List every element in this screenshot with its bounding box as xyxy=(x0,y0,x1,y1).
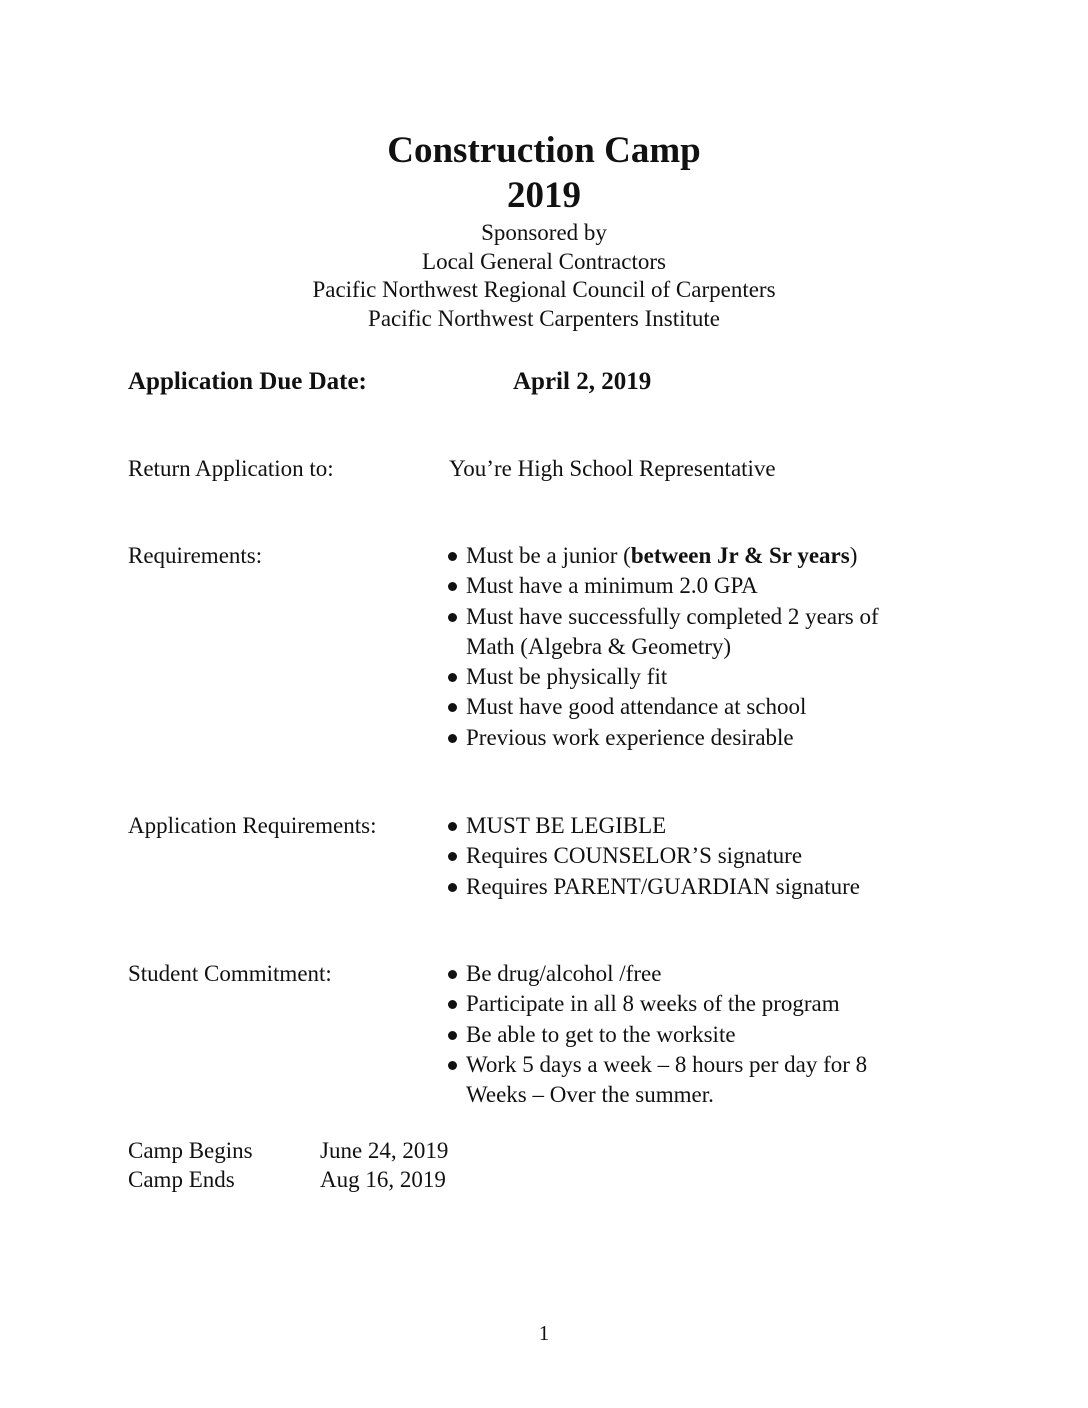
list-item-text: Must have successfully completed 2 years of Math (Algebra & Geometry) xyxy=(466,603,879,659)
list-item-emphasis: between Jr & Sr years xyxy=(630,543,850,568)
sponsor-item: Pacific Northwest Regional Council of Carpenters xyxy=(312,277,776,302)
list-item-text: Participate in all 8 weeks of the program xyxy=(466,991,840,1017)
list-item xyxy=(442,811,922,841)
list-item xyxy=(442,959,922,989)
sponsored-by-label: Sponsored by xyxy=(481,220,607,245)
bullet-icon xyxy=(448,703,457,712)
list-item-text: Must be physically fit xyxy=(466,664,668,690)
list-item-text: Requires COUNSELOR’S signature xyxy=(466,843,803,869)
return-application-label: Return Application to: xyxy=(128,456,334,481)
sponsor-block xyxy=(0,219,1088,333)
bullet-icon xyxy=(448,673,457,682)
list-item-text: Must have a minimum 2.0 GPA xyxy=(466,573,758,599)
list-item xyxy=(442,571,922,601)
list-item-text: Previous work experience desirable xyxy=(466,724,794,750)
list-item-text: MUST BE LEGIBLE xyxy=(466,813,667,838)
student-commitment-label: Student Commitment: xyxy=(128,961,332,986)
list-item xyxy=(442,1050,922,1111)
camp-begins-date: June 24, 2019 xyxy=(320,1138,449,1163)
list-item-text: Work 5 days a week – 8 hours per day for 8 Weeks – Over the summer. xyxy=(466,1051,868,1108)
application-due-label: Application Due Date: xyxy=(128,368,367,395)
sponsor-item: Local General Contractors xyxy=(422,248,666,274)
sponsor-item: Pacific Northwest Carpenters Institute xyxy=(368,305,720,331)
list-item-text: Be drug/alcohol /free xyxy=(466,961,662,986)
list-item-text: ) xyxy=(849,543,858,568)
list-item xyxy=(442,1020,922,1050)
bullet-icon xyxy=(448,822,457,831)
list-item xyxy=(442,872,922,902)
list-item xyxy=(442,692,922,722)
bullet-icon xyxy=(448,1061,457,1070)
list-item xyxy=(442,989,922,1019)
bullet-icon xyxy=(448,582,457,591)
list-item-text: Be able to get to the worksite xyxy=(466,1021,736,1047)
bullet-icon xyxy=(448,883,457,892)
list-item xyxy=(442,541,922,571)
bullet-icon xyxy=(448,852,457,861)
bullet-icon xyxy=(448,1031,457,1040)
camp-begins-label: Camp Begins xyxy=(128,1138,253,1163)
application-requirements-list xyxy=(442,811,922,902)
student-commitment-list xyxy=(442,959,922,1110)
bullet-icon xyxy=(448,970,457,979)
list-item-text: Requires PARENT/GUARDIAN signature xyxy=(466,873,860,899)
application-due-date: April 2, 2019 xyxy=(513,368,652,395)
list-item xyxy=(442,841,922,871)
bullet-icon xyxy=(448,734,457,743)
list-item xyxy=(442,602,922,663)
camp-ends-date: Aug 16, 2019 xyxy=(320,1167,446,1192)
requirements-label: Requirements: xyxy=(128,543,263,568)
camp-ends-label: Camp Ends xyxy=(128,1167,235,1192)
bullet-icon xyxy=(448,613,457,622)
list-item xyxy=(442,662,922,692)
bullet-icon xyxy=(448,1000,457,1009)
document-year: 2019 xyxy=(507,175,581,216)
document-title: Construction Camp xyxy=(387,130,701,171)
requirements-list xyxy=(442,541,922,753)
list-item-text: Must have good attendance at school xyxy=(466,694,807,720)
application-requirements-label: Application Requirements: xyxy=(128,813,377,838)
bullet-icon xyxy=(448,552,457,561)
page-number: 1 xyxy=(538,1321,550,1345)
list-item-text: Must be a junior ( xyxy=(466,543,631,568)
list-item xyxy=(442,723,922,753)
return-application-value: You’re High School Representative xyxy=(449,456,776,481)
